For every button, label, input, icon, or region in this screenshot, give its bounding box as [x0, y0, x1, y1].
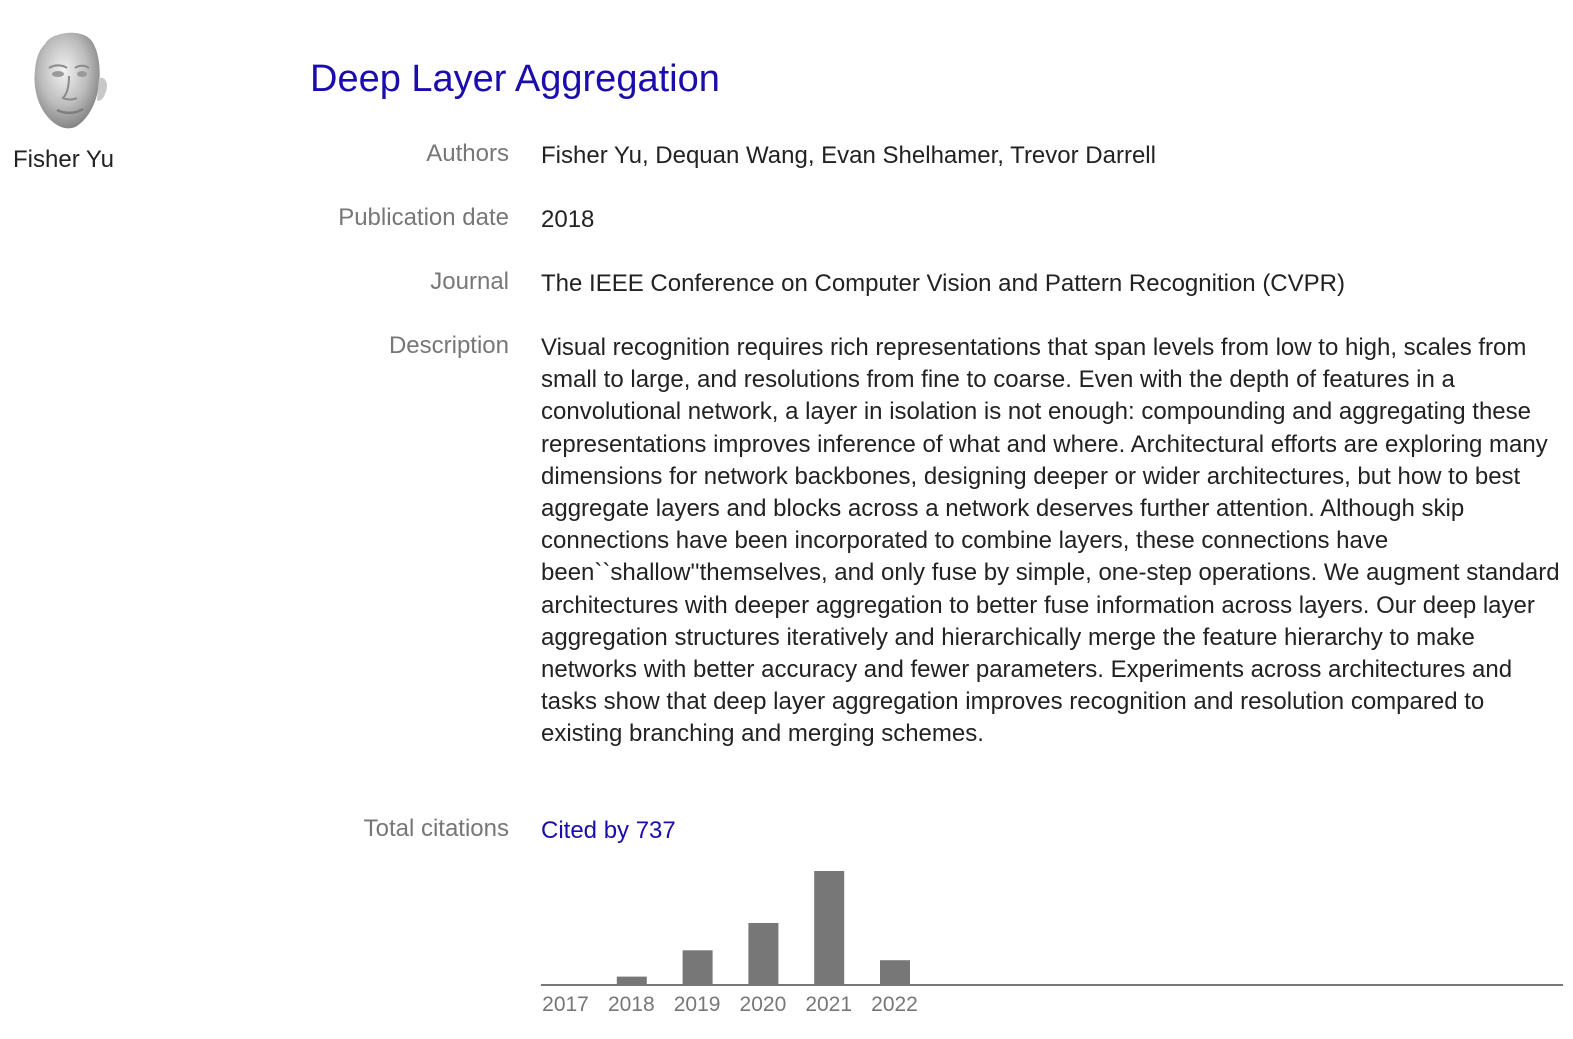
total-citations-label: Total citations	[363, 815, 509, 842]
cited-by-link[interactable]: Cited by 737	[541, 817, 676, 844]
chart-bar-2019[interactable]	[683, 950, 713, 985]
chart-tick-label-2020: 2020	[739, 993, 787, 1016]
authors-label: Authors	[426, 140, 509, 167]
chart-bar-2018[interactable]	[617, 977, 647, 985]
description-label: Description	[388, 332, 509, 359]
journal-value: The IEEE Conference on Computer Vision and Pattern Recognition (CVPR)	[541, 270, 1345, 297]
profile-avatar-icon[interactable]	[11, 22, 123, 134]
chart-tick-label-2019: 2019	[673, 993, 721, 1016]
description-value: Visual recognition requires rich representations that span levels from low to high, scales from small to large, and resolutions from fine to coarse. Even with the depth of features in a convolutional network, a layer in isolation is not enough: compounding and aggregating these representations improves inference of what and where. Architectural efforts are exploring many dimensions for network backbones, designing deeper or wider architectures, but how to best aggregate layers and blocks across a network deserves further attention. Although skip connections have been incorporated to combine layers, these connections have been``shallow''themselves, and only fuse by simple, one-step operations. We augment standard architectures with deeper aggregation to better fuse information across layers. Our deep layer aggregation structures iteratively and hierarchically merge the feature hierarchy to make networks with better accuracy and fewer parameters. Experiments across architectures and tasks show that deep layer aggregation improves recognition and resolution compared to existing branching and merging schemes.	[541, 334, 1560, 748]
authors-value: Fisher Yu, Dequan Wang, Evan Shelhamer, Trevor Darrell	[541, 142, 1156, 169]
paper-title-link[interactable]: Deep Layer Aggregation	[310, 58, 720, 100]
publication-date-value: 2018	[541, 206, 595, 233]
chart-tick-label-2021: 2021	[805, 993, 853, 1016]
citations-chart-svg	[541, 860, 1563, 1030]
chart-tick-label-2022: 2022	[871, 993, 918, 1016]
author-profile	[0, 22, 135, 173]
chart-bar-2020[interactable]	[748, 923, 778, 985]
total-citations-value	[541, 815, 1566, 847]
chart-bar-2021[interactable]	[814, 871, 844, 985]
chart-bar-2022[interactable]	[880, 960, 910, 985]
publication-date-label: Publication date	[338, 204, 509, 231]
journal-label: Journal	[430, 268, 509, 295]
profile-name-link[interactable]: Fisher Yu	[13, 146, 114, 173]
chart-tick-label-2017: 2017	[542, 993, 589, 1016]
citations-per-year-chart	[541, 860, 1563, 1030]
chart-tick-label-2018: 2018	[607, 993, 655, 1016]
